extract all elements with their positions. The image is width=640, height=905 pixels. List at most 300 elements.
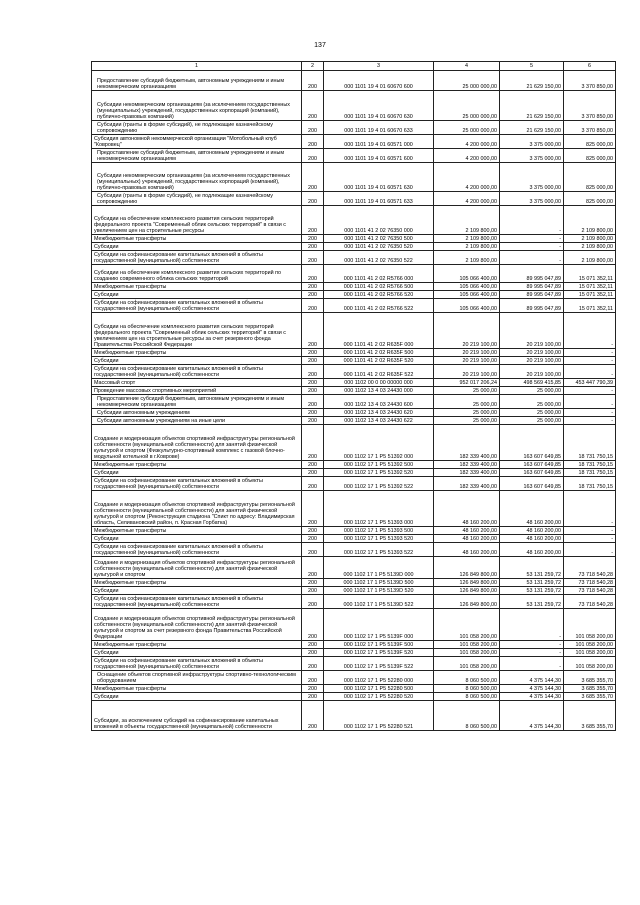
- row-executed-cell: 89 995 047,89: [500, 291, 564, 299]
- table-row: [92, 395, 616, 409]
- row-budget-code-cell: 000 1102 17 1 P5 51393 000: [324, 491, 434, 527]
- row-budget-code-cell: 000 1102 17 1 P5 5139D 500: [324, 579, 434, 587]
- table-row: [92, 206, 616, 235]
- row-name-cell: Субсидии на софинансирование капитальных вложений в объекты государственной (муниципальной) собственности: [92, 299, 302, 313]
- row-approved-cell: 101 058 200,00: [434, 609, 500, 641]
- row-name-cell: Межбюджетные трансферты: [92, 641, 302, 649]
- table-row: [92, 657, 616, 671]
- row-line-code-cell: 200: [302, 251, 324, 265]
- row-approved-cell: 2 109 800,00: [434, 251, 500, 265]
- row-executed-cell: 4 375 144,30: [500, 693, 564, 701]
- row-executed-cell: 25 000,00: [500, 417, 564, 425]
- row-budget-code-cell: 000 1102 17 1 P5 5139D 522: [324, 595, 434, 609]
- row-approved-cell: 8 060 500,00: [434, 693, 500, 701]
- row-approved-cell: 182 339 400,00: [434, 477, 500, 491]
- row-name-cell: Массовый спорт: [92, 379, 302, 387]
- row-name-cell: Субсидии на софинансирование капитальных вложений в объекты государственной (муниципальной) собственности: [92, 543, 302, 557]
- row-line-code-cell: 200: [302, 657, 324, 671]
- row-approved-cell: 2 109 800,00: [434, 243, 500, 251]
- row-executed-cell: 21 629 150,00: [500, 121, 564, 135]
- page-number: 137: [314, 42, 326, 49]
- table-row: [92, 192, 616, 206]
- row-unexecuted-cell: 18 731 750,15: [564, 461, 616, 469]
- table-row: [92, 477, 616, 491]
- row-unexecuted-cell: 15 071 352,11: [564, 265, 616, 283]
- row-approved-cell: 105 066 400,00: [434, 291, 500, 299]
- row-name-cell: Межбюджетные трансферты: [92, 283, 302, 291]
- row-line-code-cell: 200: [302, 469, 324, 477]
- row-name-cell: Субсидии: [92, 357, 302, 365]
- budget-execution-table: [91, 61, 616, 731]
- row-line-code-cell: 200: [302, 163, 324, 192]
- row-name-cell: Субсидии: [92, 291, 302, 299]
- row-budget-code-cell: 000 1102 17 1 P5 51393 500: [324, 527, 434, 535]
- row-unexecuted-cell: -: [564, 313, 616, 349]
- row-budget-code-cell: 000 1101 19 4 01 60571 600: [324, 149, 434, 163]
- row-unexecuted-cell: -: [564, 543, 616, 557]
- row-executed-cell: 498 569 415,85: [500, 379, 564, 387]
- row-line-code-cell: 200: [302, 265, 324, 283]
- row-unexecuted-cell: 3 685 355,70: [564, 701, 616, 731]
- row-approved-cell: 126 849 800,00: [434, 579, 500, 587]
- row-unexecuted-cell: 3 685 355,70: [564, 685, 616, 693]
- row-unexecuted-cell: 73 718 540,28: [564, 587, 616, 595]
- row-unexecuted-cell: 18 731 750,15: [564, 469, 616, 477]
- row-name-cell: Проведение массовых спортивных мероприятий: [92, 387, 302, 395]
- row-approved-cell: 2 109 800,00: [434, 235, 500, 243]
- row-unexecuted-cell: 3 370 850,00: [564, 91, 616, 121]
- row-line-code-cell: 200: [302, 135, 324, 149]
- row-approved-cell: 101 058 200,00: [434, 657, 500, 671]
- row-executed-cell: 163 607 649,85: [500, 461, 564, 469]
- row-unexecuted-cell: -: [564, 349, 616, 357]
- row-budget-code-cell: 000 1102 13 4 03 24430 620: [324, 409, 434, 417]
- row-name-cell: Субсидии: [92, 469, 302, 477]
- row-unexecuted-cell: 101 058 200,00: [564, 641, 616, 649]
- table-row: [92, 641, 616, 649]
- row-unexecuted-cell: 3 685 355,70: [564, 693, 616, 701]
- table-row: [92, 671, 616, 685]
- row-executed-cell: 48 160 200,00: [500, 543, 564, 557]
- row-name-cell: Межбюджетные трансферты: [92, 685, 302, 693]
- row-budget-code-cell: 000 1102 17 1 P5 52280 000: [324, 671, 434, 685]
- row-approved-cell: 20 219 100,00: [434, 357, 500, 365]
- row-approved-cell: 105 066 400,00: [434, 299, 500, 313]
- row-unexecuted-cell: 3 370 850,00: [564, 71, 616, 91]
- row-name-cell: Межбюджетные трансферты: [92, 461, 302, 469]
- row-line-code-cell: 200: [302, 121, 324, 135]
- row-unexecuted-cell: 73 718 540,28: [564, 557, 616, 579]
- table-row: [92, 425, 616, 461]
- row-unexecuted-cell: -: [564, 527, 616, 535]
- row-budget-code-cell: 000 1101 19 4 01 60571 633: [324, 192, 434, 206]
- row-name-cell: Предоставление субсидий бюджетным, автономным учреждениям и иным некоммерческим организациям: [92, 149, 302, 163]
- row-name-cell: Субсидии: [92, 649, 302, 657]
- row-unexecuted-cell: 15 071 352,11: [564, 299, 616, 313]
- row-name-cell: Создание и модернизация объектов спортивной инфраструктуры региональной собственности (муниципальной собственности) для занятий физической культурой и спортом: [92, 557, 302, 579]
- row-executed-cell: 4 375 144,30: [500, 671, 564, 685]
- row-executed-cell: 53 131 259,72: [500, 579, 564, 587]
- row-budget-code-cell: 000 1101 19 4 01 60670 633: [324, 121, 434, 135]
- row-budget-code-cell: 000 1102 17 1 P5 5139D 000: [324, 557, 434, 579]
- row-budget-code-cell: 000 1101 19 4 01 60670 630: [324, 91, 434, 121]
- row-unexecuted-cell: 2 109 800,00: [564, 206, 616, 235]
- row-executed-cell: 163 607 649,85: [500, 477, 564, 491]
- row-name-cell: Оснащение объектов спортивной инфраструктуры спортивно-технологическим оборудованием: [92, 671, 302, 685]
- row-unexecuted-cell: -: [564, 395, 616, 409]
- row-budget-code-cell: 000 1102 17 1 P5 5139D 520: [324, 587, 434, 595]
- row-name-cell: Субсидии: [92, 243, 302, 251]
- row-approved-cell: 20 219 100,00: [434, 313, 500, 349]
- row-approved-cell: 126 849 800,00: [434, 557, 500, 579]
- table-row: [92, 409, 616, 417]
- row-executed-cell: 89 995 047,89: [500, 265, 564, 283]
- row-line-code-cell: 200: [302, 609, 324, 641]
- row-approved-cell: 48 160 200,00: [434, 527, 500, 535]
- row-budget-code-cell: 000 1102 17 1 P5 52280 521: [324, 701, 434, 731]
- table-header: [92, 62, 616, 71]
- row-line-code-cell: 200: [302, 535, 324, 543]
- row-line-code-cell: 200: [302, 149, 324, 163]
- row-executed-cell: -: [500, 251, 564, 265]
- row-line-code-cell: 200: [302, 701, 324, 731]
- row-name-cell: Субсидии: [92, 693, 302, 701]
- row-approved-cell: 48 160 200,00: [434, 491, 500, 527]
- row-unexecuted-cell: -: [564, 417, 616, 425]
- row-executed-cell: -: [500, 206, 564, 235]
- table-row: [92, 685, 616, 693]
- row-name-cell: Создание и модернизация объектов спортивной инфраструктуры региональной собственности (муниципальной собственности) для занятий физической культурой и спортом за счет резервного фонда Правительства Российской Федерации: [92, 609, 302, 641]
- row-approved-cell: 8 060 500,00: [434, 671, 500, 685]
- row-name-cell: Создание и модернизация объектов спортивной инфраструктуры региональной собственности (муниципальной собственности) для занятий физической культурой и спортом (Физкультурно-спортивный комплекс с газовой блочно-модульной котельной в г.Коврове): [92, 425, 302, 461]
- table-row: [92, 91, 616, 121]
- row-unexecuted-cell: 73 718 540,28: [564, 595, 616, 609]
- table-row: [92, 283, 616, 291]
- row-approved-cell: 48 160 200,00: [434, 535, 500, 543]
- row-line-code-cell: 200: [302, 206, 324, 235]
- table-row: [92, 243, 616, 251]
- row-unexecuted-cell: -: [564, 387, 616, 395]
- table-row: [92, 491, 616, 527]
- row-unexecuted-cell: 3 370 850,00: [564, 121, 616, 135]
- table-row: [92, 543, 616, 557]
- row-name-cell: Субсидии на обеспечение комплексного развития сельских территорий федерального проекта "Современный облик сельских территорий" в связи с увеличением цен на строительные ресурсы: [92, 206, 302, 235]
- row-unexecuted-cell: -: [564, 409, 616, 417]
- row-budget-code-cell: 000 1102 13 4 03 24430 000: [324, 387, 434, 395]
- row-executed-cell: 163 607 649,85: [500, 469, 564, 477]
- row-line-code-cell: 200: [302, 649, 324, 657]
- table-row: [92, 417, 616, 425]
- row-name-cell: Межбюджетные трансферты: [92, 349, 302, 357]
- table-row: [92, 595, 616, 609]
- row-unexecuted-cell: 15 071 352,11: [564, 291, 616, 299]
- row-budget-code-cell: 000 1101 41 2 02 76350 500: [324, 235, 434, 243]
- row-approved-cell: 126 849 800,00: [434, 595, 500, 609]
- row-unexecuted-cell: -: [564, 357, 616, 365]
- row-budget-code-cell: 000 1101 41 2 02 R5766 520: [324, 291, 434, 299]
- table-row: [92, 649, 616, 657]
- row-budget-code-cell: 000 1102 17 1 P5 51392 000: [324, 425, 434, 461]
- row-unexecuted-cell: 15 071 352,11: [564, 283, 616, 291]
- row-budget-code-cell: 000 1102 17 1 P5 51392 500: [324, 461, 434, 469]
- column-header-6: 6: [564, 62, 616, 71]
- row-executed-cell: -: [500, 235, 564, 243]
- row-name-cell: Субсидии на софинансирование капитальных вложений в объекты государственной (муниципальной) собственности: [92, 365, 302, 379]
- row-unexecuted-cell: 101 058 200,00: [564, 609, 616, 641]
- row-name-cell: Межбюджетные трансферты: [92, 235, 302, 243]
- row-executed-cell: 3 375 000,00: [500, 192, 564, 206]
- row-line-code-cell: 200: [302, 365, 324, 379]
- row-budget-code-cell: 000 1102 17 1 P5 5139F 520: [324, 649, 434, 657]
- table-row: [92, 349, 616, 357]
- table-row: [92, 693, 616, 701]
- row-line-code-cell: 200: [302, 425, 324, 461]
- row-line-code-cell: 200: [302, 291, 324, 299]
- row-budget-code-cell: 000 1101 41 2 02 R635F 500: [324, 349, 434, 357]
- row-name-cell: Субсидии на софинансирование капитальных вложений в объекты государственной (муниципальной) собственности: [92, 251, 302, 265]
- row-approved-cell: 2 109 800,00: [434, 206, 500, 235]
- row-budget-code-cell: 000 1102 17 1 P5 51393 520: [324, 535, 434, 543]
- column-header-4: 4: [434, 62, 500, 71]
- row-approved-cell: 4 200 000,00: [434, 149, 500, 163]
- row-name-cell: Субсидии на обеспечение комплексного развития сельских территорий по созданию современного облика сельских территорий: [92, 265, 302, 283]
- row-executed-cell: 4 375 144,30: [500, 701, 564, 731]
- row-line-code-cell: 200: [302, 579, 324, 587]
- row-line-code-cell: 200: [302, 313, 324, 349]
- row-executed-cell: 53 131 259,72: [500, 557, 564, 579]
- table-row: [92, 149, 616, 163]
- row-approved-cell: 182 339 400,00: [434, 425, 500, 461]
- row-line-code-cell: 200: [302, 243, 324, 251]
- row-budget-code-cell: 000 1102 00 0 00 00000 000: [324, 379, 434, 387]
- row-name-cell: Субсидии: [92, 587, 302, 595]
- row-approved-cell: 105 066 400,00: [434, 265, 500, 283]
- row-executed-cell: 3 375 000,00: [500, 135, 564, 149]
- row-line-code-cell: 200: [302, 685, 324, 693]
- row-line-code-cell: 200: [302, 527, 324, 535]
- row-budget-code-cell: 000 1102 17 1 P5 5139F 500: [324, 641, 434, 649]
- row-name-cell: Межбюджетные трансферты: [92, 579, 302, 587]
- row-unexecuted-cell: 2 109 800,00: [564, 235, 616, 243]
- row-executed-cell: 48 160 200,00: [500, 535, 564, 543]
- row-unexecuted-cell: 18 731 750,15: [564, 425, 616, 461]
- row-unexecuted-cell: 825 000,00: [564, 135, 616, 149]
- row-approved-cell: 101 058 200,00: [434, 641, 500, 649]
- row-line-code-cell: 200: [302, 395, 324, 409]
- row-unexecuted-cell: -: [564, 365, 616, 379]
- row-executed-cell: 3 375 000,00: [500, 163, 564, 192]
- row-approved-cell: 25 000,00: [434, 417, 500, 425]
- row-approved-cell: 8 060 500,00: [434, 701, 500, 731]
- row-executed-cell: 21 629 150,00: [500, 71, 564, 91]
- row-executed-cell: 20 219 100,00: [500, 313, 564, 349]
- row-budget-code-cell: 000 1101 41 2 02 R635F 522: [324, 365, 434, 379]
- table-row: [92, 251, 616, 265]
- row-line-code-cell: 200: [302, 387, 324, 395]
- row-name-cell: Субсидии (гранты в форме субсидий), не подлежащие казначейскому сопровождению: [92, 192, 302, 206]
- row-approved-cell: 4 200 000,00: [434, 163, 500, 192]
- row-line-code-cell: 200: [302, 491, 324, 527]
- row-budget-code-cell: 000 1101 41 2 02 76350 000: [324, 206, 434, 235]
- row-budget-code-cell: 000 1101 19 4 01 60571 000: [324, 135, 434, 149]
- row-unexecuted-cell: 101 058 200,00: [564, 649, 616, 657]
- row-budget-code-cell: 000 1101 41 2 02 76350 522: [324, 251, 434, 265]
- table-row: [92, 235, 616, 243]
- table-row: [92, 461, 616, 469]
- row-executed-cell: -: [500, 657, 564, 671]
- row-line-code-cell: 200: [302, 461, 324, 469]
- row-budget-code-cell: 000 1101 41 2 02 R5766 000: [324, 265, 434, 283]
- row-executed-cell: 25 000,00: [500, 409, 564, 417]
- row-budget-code-cell: 000 1102 13 4 03 24430 622: [324, 417, 434, 425]
- column-header-5: 5: [500, 62, 564, 71]
- row-budget-code-cell: 000 1102 17 1 P5 52280 520: [324, 693, 434, 701]
- column-header-2: 2: [302, 62, 324, 71]
- row-unexecuted-cell: 3 685 355,70: [564, 671, 616, 685]
- row-name-cell: Субсидии автономным учреждениям на иные цели: [92, 417, 302, 425]
- row-executed-cell: 89 995 047,89: [500, 283, 564, 291]
- row-budget-code-cell: 000 1101 19 4 01 60571 630: [324, 163, 434, 192]
- table-row: [92, 609, 616, 641]
- row-budget-code-cell: 000 1102 17 1 P5 51392 522: [324, 477, 434, 491]
- row-line-code-cell: 200: [302, 379, 324, 387]
- row-approved-cell: 101 058 200,00: [434, 649, 500, 657]
- row-approved-cell: 8 060 500,00: [434, 685, 500, 693]
- row-line-code-cell: 200: [302, 357, 324, 365]
- column-header-1: 1: [92, 62, 302, 71]
- row-approved-cell: 25 000,00: [434, 387, 500, 395]
- row-budget-code-cell: 000 1102 13 4 03 24430 600: [324, 395, 434, 409]
- row-name-cell: Субсидии на софинансирование капитальных вложений в объекты государственной (муниципальной) собственности: [92, 477, 302, 491]
- row-line-code-cell: 200: [302, 71, 324, 91]
- row-approved-cell: 4 200 000,00: [434, 135, 500, 149]
- row-line-code-cell: 200: [302, 477, 324, 491]
- table-row: [92, 357, 616, 365]
- row-name-cell: Субсидии: [92, 535, 302, 543]
- table-row: [92, 163, 616, 192]
- table-row: [92, 387, 616, 395]
- row-budget-code-cell: 000 1101 41 2 02 R5766 500: [324, 283, 434, 291]
- table-row: [92, 299, 616, 313]
- table-row: [92, 579, 616, 587]
- row-name-cell: Субсидии некоммерческим организациям (за исключением государственных (муниципальных) учреждений, государственных корпораций (компаний), публично-правовых компаний): [92, 91, 302, 121]
- row-name-cell: Предоставление субсидий бюджетным, автономным учреждениям и иным некоммерческим организациям: [92, 71, 302, 91]
- table-row: [92, 587, 616, 595]
- row-executed-cell: 20 219 100,00: [500, 357, 564, 365]
- row-line-code-cell: 200: [302, 693, 324, 701]
- row-executed-cell: 20 219 100,00: [500, 349, 564, 357]
- table-row: [92, 535, 616, 543]
- row-unexecuted-cell: 101 058 200,00: [564, 657, 616, 671]
- row-unexecuted-cell: 453 447 790,39: [564, 379, 616, 387]
- row-executed-cell: 25 000,00: [500, 395, 564, 409]
- row-approved-cell: 20 219 100,00: [434, 349, 500, 357]
- row-line-code-cell: 200: [302, 409, 324, 417]
- row-approved-cell: 25 000 000,00: [434, 71, 500, 91]
- row-approved-cell: 4 200 000,00: [434, 192, 500, 206]
- row-line-code-cell: 200: [302, 587, 324, 595]
- row-name-cell: Субсидии автономным учреждениям: [92, 409, 302, 417]
- row-line-code-cell: 200: [302, 641, 324, 649]
- row-executed-cell: 21 629 150,00: [500, 91, 564, 121]
- row-executed-cell: 89 995 047,89: [500, 299, 564, 313]
- row-approved-cell: 182 339 400,00: [434, 461, 500, 469]
- row-name-cell: Создание и модернизация объектов спортивной инфраструктуры региональной собственности (муниципальной собственности) для занятий физической культурой и спортом (Реконструкция стадиона "Спикт по адресу: Владимирская область, Селивановский район, п. Красная Горбатка): [92, 491, 302, 527]
- row-unexecuted-cell: -: [564, 535, 616, 543]
- table-row: [92, 71, 616, 91]
- row-executed-cell: 3 375 000,00: [500, 149, 564, 163]
- row-unexecuted-cell: 18 731 750,15: [564, 477, 616, 491]
- row-unexecuted-cell: 73 718 540,28: [564, 579, 616, 587]
- row-line-code-cell: 200: [302, 595, 324, 609]
- row-budget-code-cell: 000 1102 17 1 P5 51392 520: [324, 469, 434, 477]
- row-approved-cell: 25 000,00: [434, 395, 500, 409]
- row-executed-cell: 48 160 200,00: [500, 527, 564, 535]
- row-line-code-cell: 200: [302, 299, 324, 313]
- row-line-code-cell: 200: [302, 91, 324, 121]
- row-executed-cell: 25 000,00: [500, 387, 564, 395]
- row-executed-cell: 48 160 200,00: [500, 491, 564, 527]
- row-name-cell: Субсидии на обеспечение комплексного развития сельских территорий федерального проекта "Современный облик сельских территорий" в связи с увеличением цен на строительные ресурсы за счет резервного фонда Правительства Российской Федерации: [92, 313, 302, 349]
- row-unexecuted-cell: 2 109 800,00: [564, 251, 616, 265]
- table-row: [92, 527, 616, 535]
- row-name-cell: Субсидии, за исключением субсидий на софинансирование капитальных вложений в объекты государственной (муниципальной) собственности: [92, 701, 302, 731]
- column-header-3: 3: [324, 62, 434, 71]
- row-executed-cell: -: [500, 243, 564, 251]
- row-executed-cell: -: [500, 641, 564, 649]
- row-approved-cell: 105 066 400,00: [434, 283, 500, 291]
- row-line-code-cell: 200: [302, 283, 324, 291]
- table-row: [92, 365, 616, 379]
- table-row: [92, 121, 616, 135]
- table-row: [92, 557, 616, 579]
- row-budget-code-cell: 000 1102 17 1 P5 52280 500: [324, 685, 434, 693]
- row-approved-cell: 25 000 000,00: [434, 121, 500, 135]
- row-executed-cell: 163 607 649,85: [500, 425, 564, 461]
- row-name-cell: Субсидии некоммерческим организациям (за исключением государственных (муниципальных) учреждений, государственных корпораций (компаний), публично-правовых компаний): [92, 163, 302, 192]
- row-line-code-cell: 200: [302, 235, 324, 243]
- row-approved-cell: 25 000,00: [434, 409, 500, 417]
- row-approved-cell: 48 160 200,00: [434, 543, 500, 557]
- row-name-cell: Субсидия автономной некоммерческой организации "Мотобольный клуб "Ковровец": [92, 135, 302, 149]
- row-budget-code-cell: 000 1102 17 1 P5 51393 522: [324, 543, 434, 557]
- row-line-code-cell: 200: [302, 349, 324, 357]
- table-row: [92, 265, 616, 283]
- table-row: [92, 313, 616, 349]
- table-row: [92, 135, 616, 149]
- row-budget-code-cell: 000 1102 17 1 P5 5139F 522: [324, 657, 434, 671]
- row-approved-cell: 25 000 000,00: [434, 91, 500, 121]
- table-row: [92, 379, 616, 387]
- row-budget-code-cell: 000 1101 19 4 01 60670 600: [324, 71, 434, 91]
- row-executed-cell: -: [500, 609, 564, 641]
- row-budget-code-cell: 000 1101 41 2 02 76350 520: [324, 243, 434, 251]
- row-approved-cell: 952 017 206,24: [434, 379, 500, 387]
- row-executed-cell: -: [500, 649, 564, 657]
- row-unexecuted-cell: 825 000,00: [564, 149, 616, 163]
- row-line-code-cell: 200: [302, 671, 324, 685]
- row-unexecuted-cell: 825 000,00: [564, 163, 616, 192]
- row-name-cell: Субсидии на софинансирование капитальных вложений в объекты государственной (муниципальной) собственности: [92, 657, 302, 671]
- row-approved-cell: 182 339 400,00: [434, 469, 500, 477]
- row-name-cell: Межбюджетные трансферты: [92, 527, 302, 535]
- row-name-cell: Субсидии на софинансирование капитальных вложений в объекты государственной (муниципальной) собственности: [92, 595, 302, 609]
- table-row: [92, 701, 616, 731]
- row-unexecuted-cell: 2 109 800,00: [564, 243, 616, 251]
- row-name-cell: Субсидии (гранты в форме субсидий), не подлежащие казначейскому сопровождению: [92, 121, 302, 135]
- row-budget-code-cell: 000 1101 41 2 02 R635F 000: [324, 313, 434, 349]
- row-budget-code-cell: 000 1101 41 2 02 R5766 522: [324, 299, 434, 313]
